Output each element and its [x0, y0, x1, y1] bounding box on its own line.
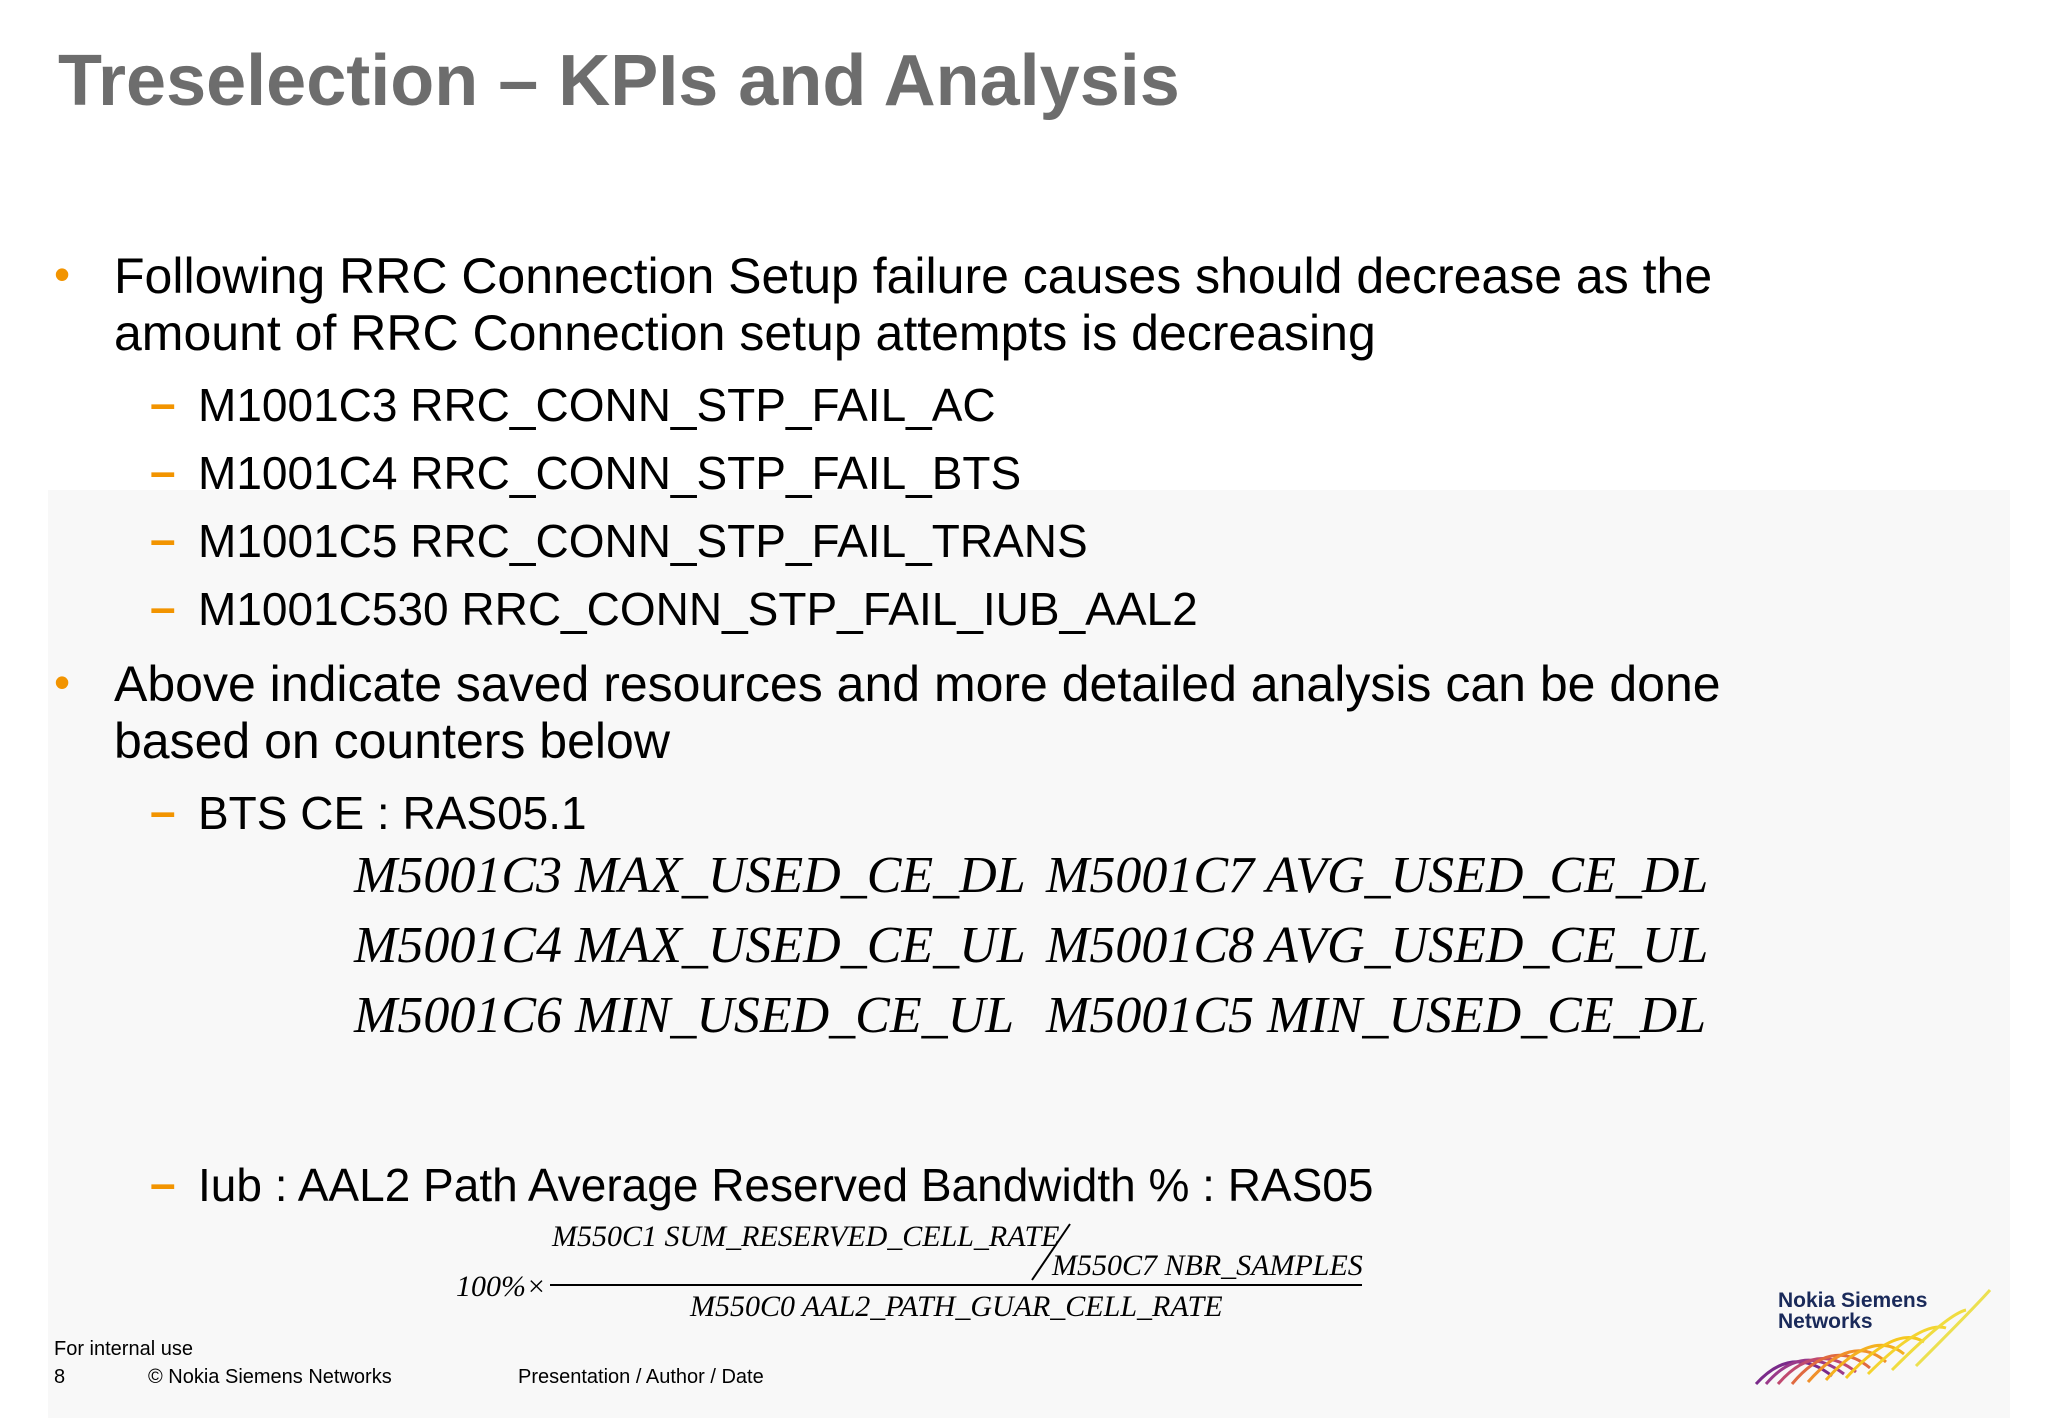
- dash-icon: –: [150, 377, 176, 429]
- sub-item: [150, 513, 1088, 568]
- logo-line1: Nokia Siemens: [1778, 1289, 1928, 1312]
- bullet-dot-icon: •: [54, 248, 71, 300]
- bullet-2: [54, 656, 1854, 770]
- counter-row1-right: M5001C7 AVG_USED_CE_DL: [1046, 847, 1709, 904]
- sub-item-text: M1001C3 RRC_CONN_STP_FAIL_AC: [198, 379, 996, 431]
- dash-icon: –: [150, 445, 176, 497]
- formula-prefix: 100%×: [456, 1270, 547, 1303]
- dash-icon: –: [150, 1157, 176, 1209]
- fraction-bar: [550, 1284, 1362, 1286]
- counter-row3-left: M5001C6 MIN_USED_CE_UL: [354, 987, 1015, 1044]
- sub-item-text: M1001C5 RRC_CONN_STP_FAIL_TRANS: [198, 515, 1088, 567]
- bullet-1: [54, 248, 1854, 362]
- bullet-1-text: Following RRC Connection Setup failure causes should decrease as the amount of RRC Connection setup attempts is decreasing: [114, 248, 1713, 361]
- formula-numerator: M550C1 SUM_RESERVED_CELL_RATE: [552, 1220, 1060, 1253]
- sub-item-text: Iub : AAL2 Path Average Reserved Bandwidth % : RAS05: [198, 1159, 1374, 1211]
- sub-item: [150, 581, 1198, 636]
- sub-item-text: M1001C4 RRC_CONN_STP_FAIL_BTS: [198, 447, 1022, 499]
- logo-line2: Networks: [1778, 1310, 1873, 1333]
- counter-row2-right: M5001C8 AVG_USED_CE_UL: [1046, 917, 1709, 974]
- formula-numerator-divisor: M550C7 NBR_SAMPLES: [1052, 1249, 1363, 1282]
- sub-item: [150, 785, 587, 840]
- sub-item-text: M1001C530 RRC_CONN_STP_FAIL_IUB_AAL2: [198, 583, 1198, 635]
- slide-title: Treselection – KPIs and Analysis: [58, 41, 1180, 121]
- page-number: 8: [54, 1366, 66, 1388]
- sub-item: [150, 1157, 1374, 1212]
- sub-item-text: BTS CE : RAS05.1: [198, 787, 587, 839]
- dash-icon: –: [150, 785, 176, 837]
- bullet-dot-icon: •: [54, 656, 71, 708]
- formula-denominator: M550C0 AAL2_PATH_GUAR_CELL_RATE: [690, 1290, 1223, 1323]
- copyright: © Nokia Siemens Networks: [148, 1366, 392, 1388]
- bullet-2-text: Above indicate saved resources and more detailed analysis can be done based on counters below: [114, 656, 1721, 769]
- counter-row1-left: M5001C3 MAX_USED_CE_DL: [354, 847, 1026, 904]
- dash-icon: –: [150, 513, 176, 565]
- counter-row2-left: M5001C4 MAX_USED_CE_UL: [354, 917, 1026, 974]
- sub-item: [150, 377, 996, 432]
- classification-label: For internal use: [54, 1338, 193, 1360]
- counter-row3-right: M5001C5 MIN_USED_CE_DL: [1046, 987, 1707, 1044]
- sub-item: [150, 445, 1022, 500]
- nokia-siemens-wave-logo-icon: [1752, 1284, 2002, 1388]
- dash-icon: –: [150, 581, 176, 633]
- presentation-info: Presentation / Author / Date: [518, 1366, 764, 1388]
